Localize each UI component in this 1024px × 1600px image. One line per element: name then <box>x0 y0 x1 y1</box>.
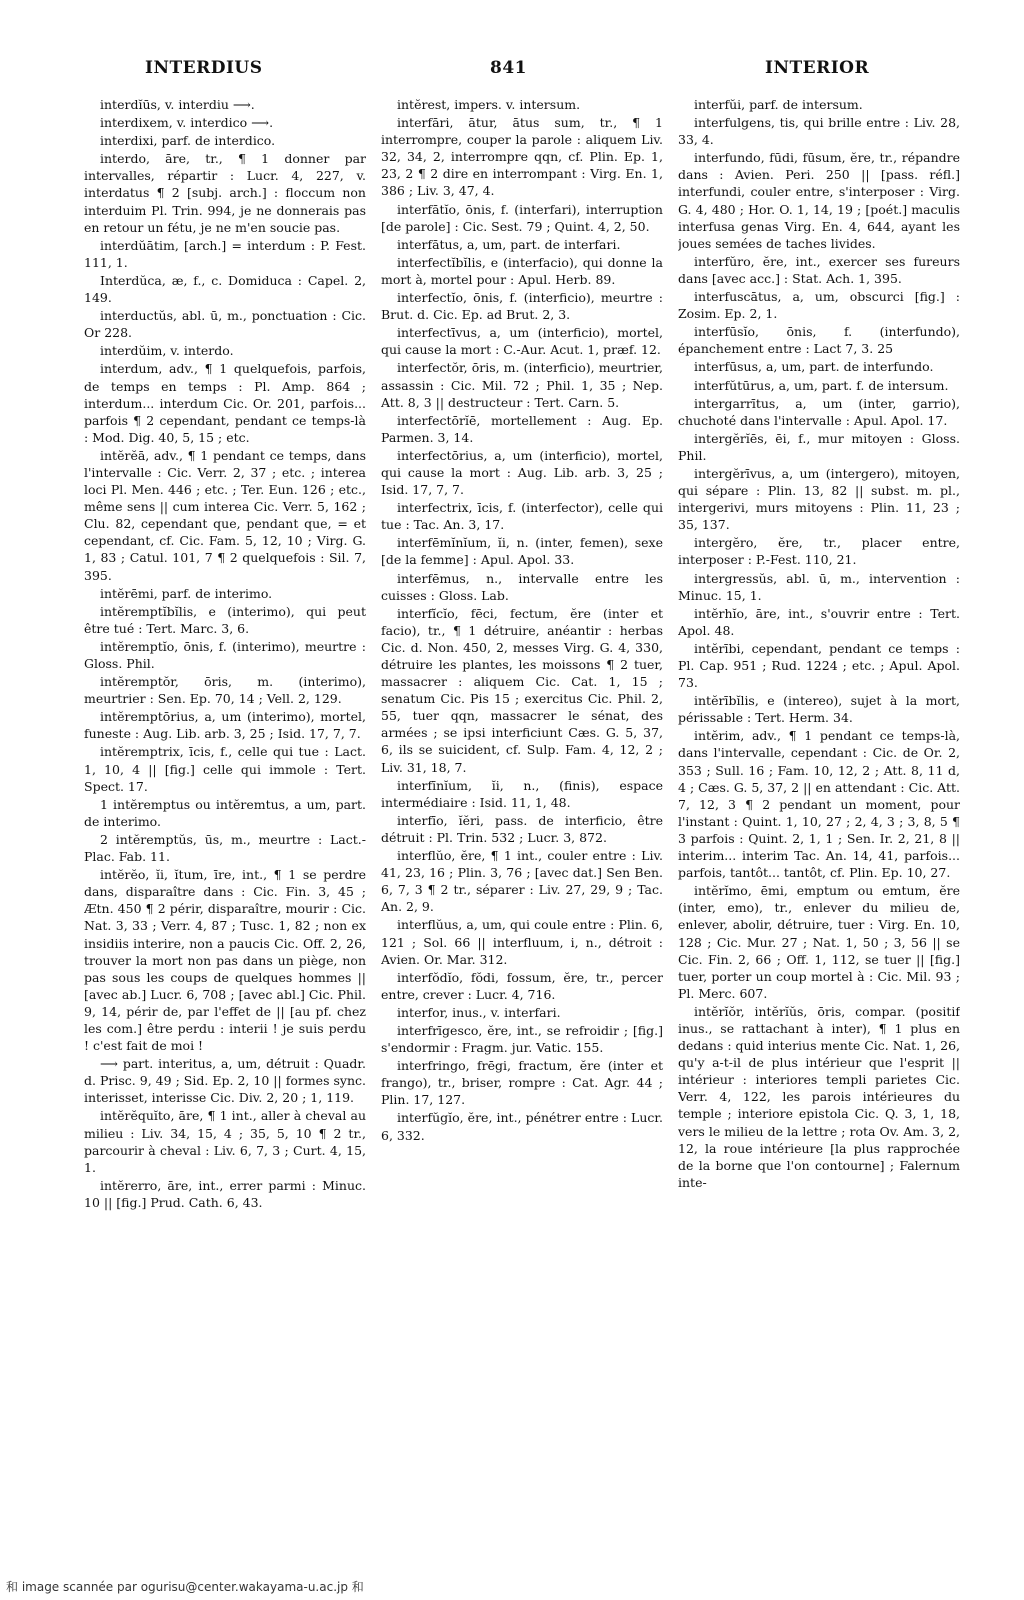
running-head-right: INTERIOR <box>765 58 870 78</box>
dictionary-entry: interflŭo, ĕre, ¶ 1 int., couler entre : Liv. 41, 23, 16 ; Plin. 3, 76 ; [avec dat.] Sen Ben. 6, 7, 3 ¶ 2 tr., séparer : Liv. 27, 29, 9 ; Tac. An. 2, 9. <box>381 848 663 915</box>
dictionary-entry: interfŭro, ĕre, int., exercer ses fureurs dans [avec acc.] : Stat. Ach. 1, 395. <box>678 253 960 286</box>
dictionary-entry: interfūsĭo, ōnis, f. (interfundo), épanchement entre : Lact 7, 3. 25 <box>678 324 960 357</box>
dictionary-entry: intĕrībi, cependant, pendant ce temps : Pl. Cap. 951 ; Rud. 1224 ; etc. ; Apul. Apol. 73. <box>678 640 960 691</box>
dictionary-columns <box>84 96 960 1552</box>
dictionary-entry: Interdŭca, æ, f., c. Domiduca : Capel. 2, 149. <box>84 272 366 306</box>
dictionary-entry: interfāri, ātur, ātus sum, tr., ¶ 1 interrompre, couper la parole : aliquem Liv. 32, 34, 2, interrompre qqn, cf. Plin. Ep. 1, 23, 2 ¶ 2 dire en interrompant : Virg. En. 1, 386 ; Liv. 3, 47, 4. <box>381 115 663 199</box>
dictionary-entry: interfrīgesco, ĕre, int., se refroidir ; [fig.] s'endormir : Fragm. jur. Vatic. 155. <box>381 1022 663 1056</box>
page-number: 841 <box>490 58 527 78</box>
dictionary-entry: interductŭs, abl. ū, m., ponctuation : Cic. Or 228. <box>84 308 366 341</box>
dictionary-entry: interfringo, frēgi, fractum, ĕre (inter et frango), tr., briser, rompre : Cat. Agr. 44 ; Plin. 17, 127. <box>381 1058 663 1108</box>
dictionary-entry: 2 intĕremptŭs, ūs, m., meurtre : Lact.-Plac. Fab. 11. <box>84 831 366 865</box>
dictionary-entry: interflŭus, a, um, qui coule entre : Plin. 6, 121 ; Sol. 66 || interfluum, i, n., détroit : Avien. Or. Mar. 312. <box>381 917 663 967</box>
dictionary-entry: interfectīvus, a, um (interficio), mortel, qui cause la mort : C.-Aur. Acut. 1, præf. 12. <box>381 325 663 358</box>
dictionary-entry: intĕremptŏr, ōris, m. (interimo), meurtrier : Sen. Ep. 70, 14 ; Vell. 2, 129. <box>84 674 366 707</box>
dictionary-entry: interfectōrĭē, mortellement : Aug. Ep. Parmen. 3, 14. <box>381 412 663 445</box>
page-header <box>0 58 1024 82</box>
column-left <box>84 96 366 1552</box>
dictionary-entry: interdum, adv., ¶ 1 quelquefois, parfois, de temps en temps : Pl. Amp. 864 ; interdum... interdum Cic. Or. 201, parfois... parfois ¶ 2 cependant, pendant ce temps-là : Mod. Dig. 40, 5, 15 ; etc. <box>84 361 366 445</box>
dictionary-entry: interfēmus, n., intervalle entre les cuisses : Gloss. Lab. <box>381 570 663 603</box>
dictionary-entry: interfŭtūrus, a, um, part. f. de intersum. <box>694 377 949 393</box>
dictionary-entry: interfor, inus., v. interfari. <box>397 1004 561 1020</box>
dictionary-entry: intĕrībĭlis, e (intereo), sujet à la mort, périssable : Tert. Herm. 34. <box>678 693 960 726</box>
dictionary-entry: intĕremptĭo, ōnis, f. (interimo), meurtre : Gloss. Phil. <box>84 638 366 671</box>
dictionary-entry: intĕrĕquĭto, āre, ¶ 1 int., aller à cheval au milieu : Liv. 34, 15, 4 ; 35, 5, 10 ¶ 2 tr., parcourir à cheval : Liv. 6, 7, 3 ; Curt. 4, 15, 1. <box>84 1108 366 1175</box>
dictionary-entry: interfēmĭnĭum, ĭi, n. (inter, femen), sexe [de la femme] : Apul. Apol. 33. <box>381 535 663 568</box>
dictionary-entry: interfŏdĭo, fŏdi, fossum, ĕre, tr., percer entre, crever : Lucr. 4, 716. <box>381 969 663 1002</box>
dictionary-entry: interfectrix, īcis, f. (interfector), celle qui tue : Tac. An. 3, 17. <box>381 500 663 533</box>
dictionary-entry: interdixem, v. interdico ⟶. <box>100 115 274 131</box>
dictionary-entry: ⟶ part. interitus, a, um, détruit : Quadr. d. Prisc. 9, 49 ; Sid. Ep. 2, 10 || formes sync. interisset, interisse Cic. Div. 2, 20 ; 1, 119. <box>84 1056 366 1106</box>
column-middle <box>381 96 663 1552</box>
dictionary-entry: intĕrest, impers. v. intersum. <box>397 97 581 112</box>
dictionary-entry: interdo, āre, tr., ¶ 1 donner par intervalles, répartir : Lucr. 4, 227, v. interdatus ¶ 2 [subj. arch.] : floccum non interduim Pl. Trin. 994, je ne donnerais pas en retour un fétu, je ne m'en soucie pas. <box>84 151 366 235</box>
dictionary-entry: intĕremptōrius, a, um (interimo), mortel, funeste : Aug. Lib. arb. 3, 25 ; Isid. 17, 7, 7. <box>84 709 366 742</box>
dictionary-entry: interfundo, fūdi, fūsum, ĕre, tr., répandre dans : Avien. Peri. 250 || [pass. réfl.] interfundi, couler entre, s'interposer : Virg. G. 4, 480 ; Hor. O. 1, 14, 19 ; [poét.] maculis interfusa genas Virg. En. 4, 644, ayant les joues semées de taches livides. <box>678 150 960 251</box>
dictionary-entry: intĕrĭmo, ēmi, emptum ou emtum, ĕre (inter, emo), tr., enlever du milieu de, enlever, abolir, détruire, tuer : Virg. En. 10, 128 ; Cic. Mur. 27 ; Nat. 1, 50 ; 3, 56 || se Cic. Fin. 2, 66 ; Off. 1, 112, se tuer || [fig.] tuer, porter un coup mortel à : Cic. Mil. 93 ; Pl. Merc. 607. <box>678 883 960 1001</box>
dictionary-entry: interfulgens, tis, qui brille entre : Liv. 28, 33, 4. <box>678 115 960 148</box>
dictionary-entry: interfectĭbĭlis, e (interfacio), qui donne la mort à, mortel pour : Apul. Herb. 89. <box>381 254 663 287</box>
dictionary-entry: interfŭi, parf. de intersum. <box>694 97 863 112</box>
dictionary-entry: intĕrĭŏr, intĕrĭŭs, ōris, compar. (positif inus., se rattachant à inter), ¶ 1 plus en dedans : quid interius mente Cic. Nat. 1, 26, qu'y a-t-il de plus intérieur que l'esprit || intérieur : interiores templi parietes Cic. Verr. 4, 122, les parois intérieures du temple ; interiore epistola Cic. Q. 3, 1, 18, vers le milieu de la lettre ; rota Ov. Am. 3, 2, 12, la roue intérieure [la plus rapprochée de la borne que l'on contourne] ; Falernum inte- <box>678 1003 960 1190</box>
dictionary-entry: interdĭūs, v. interdiu ⟶. <box>100 97 255 112</box>
dictionary-entry: interfīo, ĭĕri, pass. de interficio, être détruit : Pl. Trin. 532 ; Lucr. 3, 872. <box>381 812 663 845</box>
dictionary-entry: interdŭātim, [arch.] = interdum : P. Fest. 111, 1. <box>84 237 366 270</box>
dictionary-entry: interdixi, parf. de interdico. <box>100 133 276 149</box>
dictionary-entry: interdŭim, v. interdo. <box>100 343 234 359</box>
dictionary-entry: intĕrerro, āre, int., errer parmi : Minuc. 10 || [fig.] Prud. Cath. 6, 43. <box>84 1177 366 1210</box>
dictionary-entry: interfectōrius, a, um (interficio), mortel, qui cause la mort : Aug. Lib. arb. 3, 25 ; Isid. 17, 7, 7. <box>381 447 663 498</box>
dictionary-entry: intĕrĕo, ĭi, ĭtum, īre, int., ¶ 1 se perdre dans, disparaître dans : Cic. Fin. 3, 45 ; Ætn. 450 ¶ 2 périr, disparaître, mourir : Cic. Nat. 3, 33 ; Verr. 4, 87 ; Tusc. 1, 82 ; non ex insidiis interire, non a paucis Cic. Off. 2, 26, trouver la mort non pas dans un piège, non pas sous les coups de quelques hommes || [avec ab.] Lucr. 6, 708 ; [avec abl.] Cic. Phil. 9, 14, périr de, par l'effet de || [au pf. chez les com.] être perdu : interii ! je suis perdu ! c'est fait de moi ! <box>84 867 366 1054</box>
dictionary-entry: intĕremptĭbĭlis, e (interimo), qui peut être tué : Tert. Marc. 3, 6. <box>84 603 366 636</box>
dictionary-entry: intergĕrīvus, a, um (intergero), mitoyen, qui sépare : Plin. 13, 82 || subst. m. pl., intergerivi, murs mitoyens : Plin. 11, 23 ; 35, 137. <box>678 465 960 533</box>
dictionary-entry: interfŭgĭo, ĕre, int., pénétrer entre : Lucr. 6, 332. <box>381 1110 663 1143</box>
dictionary-entry: interfātĭo, ōnis, f. (interfari), interruption [de parole] : Cic. Sest. 79 ; Quint. 4, 2, 50. <box>381 201 663 234</box>
dictionary-entry: intĕrēmi, parf. de interimo. <box>100 585 273 601</box>
dictionary-entry: interfectŏr, ōris, m. (interficio), meurtrier, assassin : Cic. Mil. 72 ; Phil. 1, 35 ; Nep. Att. 8, 3 || destructeur : Tert. Carn. 5. <box>381 360 663 410</box>
dictionary-entry: interfĭcĭo, fēci, fectum, ĕre (inter et facio), tr., ¶ 1 détruire, anéantir : herbas Cic. d. Non. 450, 2, messes Virg. G. 4, 330, détruire les plantes, les moissons ¶ 2 tuer, massacrer : aliquem Cic. Cat. 1, 15 ; senatum Cic. Pis 15 ; exercitus Cic. Phil. 2, 55, tuer qqn, massacrer le sénat, des armées ; se ipsi interficiunt Cæs. G. 5, 37, 6, ils se suicident, cf. Sulp. Fam. 4, 12, 2 ; Liv. 31, 18, 7. <box>381 605 663 775</box>
dictionary-entry: intĕrhĭo, āre, int., s'ouvrir entre : Tert. Apol. 48. <box>678 605 960 638</box>
dictionary-entry: intĕrĕā, adv., ¶ 1 pendant ce temps, dans l'intervalle : Cic. Verr. 2, 37 ; etc. ; interea loci Pl. Men. 446 ; etc. ; Ter. Eun. 126 ; etc., même sens || cum interea Cic. Verr. 5, 162 ; Clu. 82, cependant que, pendant que, = et cependant, cf. Cic. Fam. 5, 12, 10 ; Virg. G. 1, 83 ; Catul. 101, 7 ¶ 2 quelquefois : Sil. 7, 395. <box>84 447 366 583</box>
dictionary-entry: interfuscātus, a, um, obscurci [fig.] : Zosim. Ep. 2, 1. <box>678 289 960 322</box>
dictionary-entry: 1 intĕremptus ou intĕremtus, a um, part. de interimo. <box>84 796 366 829</box>
scan-credit: 和 image scannée par ogurisu@center.wakayama-u.ac.jp 和 <box>6 1580 364 1594</box>
dictionary-entry: interfūsus, a, um, part. de interfundo. <box>694 359 934 375</box>
dictionary-entry: intergĕrĭēs, ēi, f., mur mitoyen : Gloss. Phil. <box>678 430 960 463</box>
dictionary-entry: interfīnĭum, ĭi, n., (finis), espace intermédiaire : Isid. 11, 1, 48. <box>381 777 663 810</box>
dictionary-entry: intergressŭs, abl. ū, m., intervention : Minuc. 15, 1. <box>678 570 960 603</box>
dictionary-entry: intĕremptrix, īcis, f., celle qui tue : Lact. 1, 10, 4 || [fig.] celle qui immole : Tert. Spect. 17. <box>84 744 366 794</box>
dictionary-entry: interfātus, a, um, part. de interfari. <box>397 236 621 252</box>
column-right <box>678 96 960 1552</box>
dictionary-entry: intĕrim, adv., ¶ 1 pendant ce temps-là, dans l'intervalle, cependant : Cic. de Or. 2, 353 ; Sull. 16 ; Fam. 10, 12, 2 ; Att. 8, 11 d, 4 ; Cæs. G. 5, 37, 2 || en attendant : Cic. Att. 7, 12, 3 ¶ 2 pendant un moment, pour l'instant : Quint. 1, 10, 27 ; 2, 4, 3 ; 3, 8, 5 ¶ 3 parfois : Quint. 2, 1, 1 ; Sen. Ir. 2, 21, 8 || interim... interim Tac. An. 14, 41, parfois... parfois, tantôt... tantôt, cf. Plin. Ep. 10, 27. <box>678 728 960 881</box>
dictionary-entry: intergĕro, ĕre, tr., placer entre, interposer : P.-Fest. 110, 21. <box>678 535 960 568</box>
running-head-left: INTERDIUS <box>145 58 263 78</box>
dictionary-entry: intergarrītus, a, um (inter, garrio), chuchoté dans l'intervalle : Apul. Apol. 17. <box>678 395 960 428</box>
dictionary-entry: interfectĭo, ōnis, f. (interficio), meurtre : Brut. d. Cic. Ep. ad Brut. 2, 3. <box>381 290 663 323</box>
